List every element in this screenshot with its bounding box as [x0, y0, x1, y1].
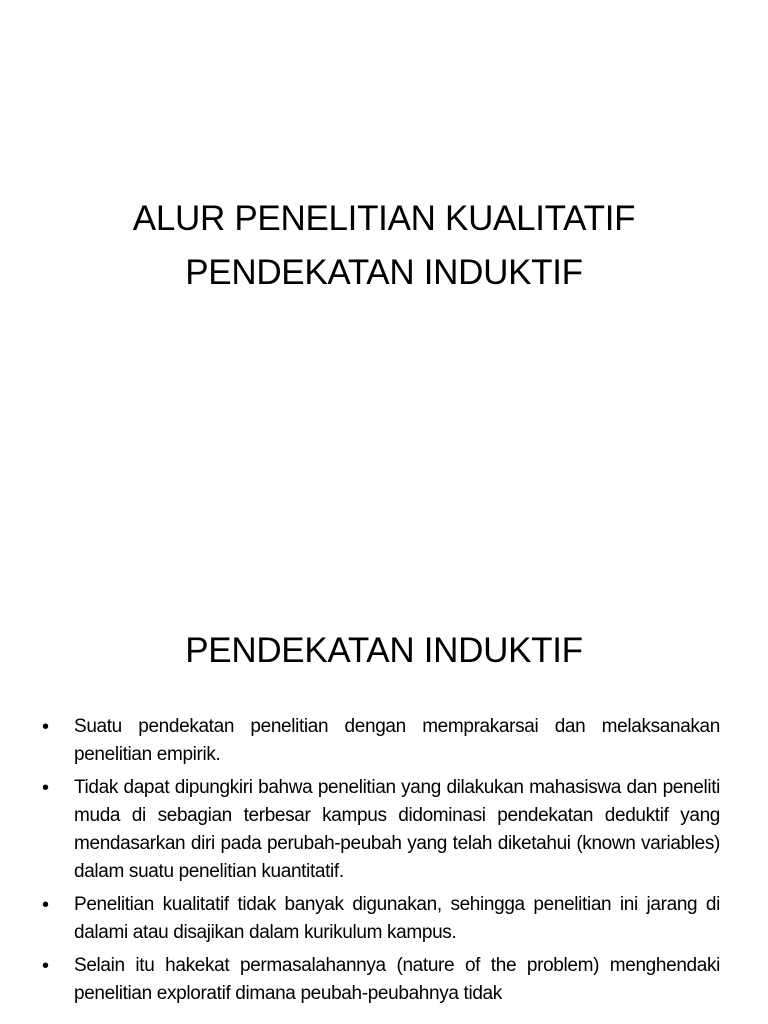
slide-1-title-line-1: ALUR PENELITIAN KUALITATIF	[132, 199, 636, 238]
bullet-dot-icon: •	[42, 716, 50, 738]
bullet-list	[40, 713, 720, 1013]
bullet-dot-icon: •	[42, 777, 50, 799]
bullet-text: Selain itu hakekat permasalahannya (nature of the problem) menghendaki penelitian exploratif dimana peubah-peubahnya tidak	[74, 955, 720, 1004]
bullet-item	[40, 952, 720, 1008]
bullet-item	[40, 891, 720, 947]
slide-2-title: PENDEKATAN INDUKTIF	[185, 631, 583, 670]
bullet-text: Tidak dapat dipungkiri bahwa penelitian yang dilakukan mahasiswa dan peneliti muda di sebagian terbesar kampus didominasi pendekatan deduktif yang mendasarkan diri pada perubah-peubah yang telah diketahui (known variables) dalam suatu penelitian kuantitatif.	[74, 777, 720, 882]
bullet-item	[40, 713, 720, 769]
slide-1-title-line-2: PENDEKATAN INDUKTIF	[185, 253, 583, 292]
bullet-item	[40, 774, 720, 886]
bullet-text: Suatu pendekatan penelitian dengan memprakarsai dan melaksanakan penelitian empirik.	[74, 716, 720, 765]
bullet-text: Penelitian kualitatif tidak banyak digunakan, sehingga penelitian ini jarang di dalami atau disajikan dalam kurikulum kampus.	[74, 894, 720, 943]
bullet-dot-icon: •	[42, 894, 50, 916]
slide-2	[0, 576, 768, 1024]
slide-1-title	[60, 192, 708, 300]
bullet-dot-icon: •	[42, 955, 50, 977]
